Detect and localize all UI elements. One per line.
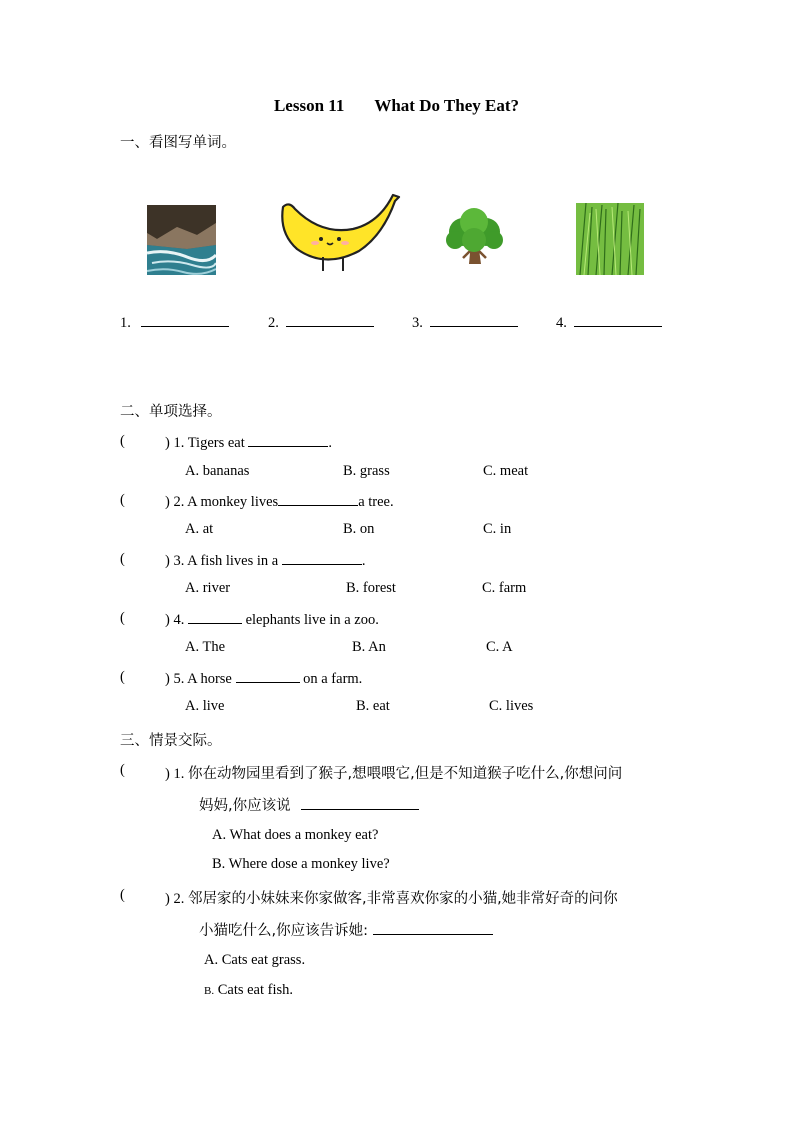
- answer-bracket-open: (: [120, 610, 125, 626]
- option-b[interactable]: B. An: [352, 639, 386, 655]
- bracket-close: ): [165, 671, 170, 687]
- answer-line[interactable]: [301, 796, 419, 810]
- lesson-topic: What Do They Eat?: [374, 96, 520, 115]
- answer-bracket-open: (: [120, 492, 125, 508]
- question-text-end: elephants live in a zoo.: [245, 612, 379, 628]
- blank-number: 1.: [120, 315, 131, 331]
- lesson-number: Lesson 11: [273, 96, 345, 115]
- word-blank-2[interactable]: [268, 313, 374, 332]
- option-b[interactable]: [204, 982, 293, 999]
- option-b[interactable]: B. Where dose a monkey live?: [212, 856, 390, 872]
- option-a[interactable]: A. river: [185, 580, 231, 596]
- option-b[interactable]: B. forest: [346, 580, 396, 596]
- answer-line[interactable]: [141, 313, 229, 327]
- section1-heading: 一、看图写单词。: [120, 135, 236, 151]
- dialog-question-1: [165, 762, 622, 783]
- section2-heading: 二、单项选择。: [120, 404, 222, 420]
- option-b[interactable]: B. grass: [343, 463, 390, 479]
- bracket-close: ): [165, 435, 170, 451]
- option-text: Cats eat fish.: [217, 982, 294, 998]
- answer-line[interactable]: [236, 669, 300, 683]
- blank-number: 2.: [268, 315, 279, 331]
- question-text-end: .: [328, 435, 333, 451]
- answer-line[interactable]: [430, 313, 518, 327]
- question-4: [165, 610, 379, 629]
- bracket-close: ): [165, 494, 170, 510]
- answer-bracket-open: (: [120, 551, 125, 567]
- blank-number: 4.: [556, 315, 567, 331]
- answer-line[interactable]: [248, 433, 328, 447]
- answer-line[interactable]: [286, 313, 374, 327]
- dialog-question-2: [165, 887, 618, 908]
- question-text: 2. A monkey lives: [173, 494, 279, 510]
- question-5: [165, 669, 362, 688]
- question-1: [165, 433, 332, 452]
- question-text-end: a tree.: [358, 494, 394, 510]
- question-text: 你在动物园里看到了猴子,想喂喂它,但是不知道猴子吃什么,你想问问: [187, 766, 623, 782]
- answer-line[interactable]: [282, 551, 362, 565]
- answer-bracket-open: (: [120, 433, 125, 449]
- option-c[interactable]: C. farm: [482, 580, 527, 596]
- question-text: 3. A fish lives in a: [173, 553, 279, 569]
- option-c[interactable]: C. meat: [483, 463, 529, 479]
- question-text-line2: [199, 794, 419, 815]
- river-photo: [147, 205, 216, 275]
- option-a[interactable]: A. at: [185, 521, 214, 537]
- answer-line[interactable]: [188, 610, 242, 624]
- option-b[interactable]: B. eat: [356, 698, 390, 714]
- bracket-close: ): [165, 553, 170, 569]
- option-letter: B.: [204, 985, 215, 997]
- answer-line[interactable]: [574, 313, 662, 327]
- answer-bracket-open: (: [120, 887, 125, 903]
- option-a[interactable]: A. live: [185, 698, 225, 714]
- option-c[interactable]: C. lives: [489, 698, 534, 714]
- question-text-line2: [199, 919, 493, 940]
- grass-photo: [576, 203, 644, 275]
- option-a[interactable]: A. The: [185, 639, 226, 655]
- blank-number: 3.: [412, 315, 423, 331]
- bracket-close: ): [165, 891, 170, 907]
- tree-icon: [441, 206, 508, 266]
- option-c[interactable]: C. in: [483, 521, 512, 537]
- option-a[interactable]: A. Cats eat grass.: [204, 952, 306, 968]
- word-blank-3[interactable]: [412, 313, 518, 332]
- word-blank-4[interactable]: [556, 313, 662, 332]
- question-number: 1.: [173, 766, 185, 782]
- question-text-end: on a farm.: [303, 671, 363, 687]
- question-text: 邻居家的小妹妹来你家做客,非常喜欢你家的小猫,她非常好奇的问你: [187, 891, 618, 907]
- question-3: [165, 551, 365, 570]
- question-text: 1. Tigers eat: [173, 435, 245, 451]
- bracket-close: ): [165, 612, 170, 628]
- bracket-close: ): [165, 766, 170, 782]
- banana-cartoon: [275, 193, 401, 273]
- question-2: [165, 492, 394, 511]
- question-text: 妈妈,你应该说: [199, 798, 291, 814]
- question-text: 小猫吃什么,你应该告诉她:: [199, 923, 368, 939]
- option-a[interactable]: A. bananas: [185, 463, 250, 479]
- question-text: 4.: [173, 612, 185, 628]
- answer-bracket-open: (: [120, 762, 125, 778]
- page-title: [0, 96, 793, 116]
- option-a[interactable]: A. What does a monkey eat?: [212, 827, 379, 843]
- answer-line[interactable]: [278, 492, 358, 506]
- question-number: 2.: [173, 891, 185, 907]
- section3-heading: 三、情景交际。: [120, 733, 222, 749]
- answer-line[interactable]: [373, 921, 493, 935]
- option-b[interactable]: B. on: [343, 521, 375, 537]
- option-c[interactable]: C. A: [486, 639, 513, 655]
- question-text: 5. A horse: [173, 671, 232, 687]
- answer-bracket-open: (: [120, 669, 125, 685]
- question-text-end: .: [361, 553, 366, 569]
- word-blank-1[interactable]: [120, 313, 229, 332]
